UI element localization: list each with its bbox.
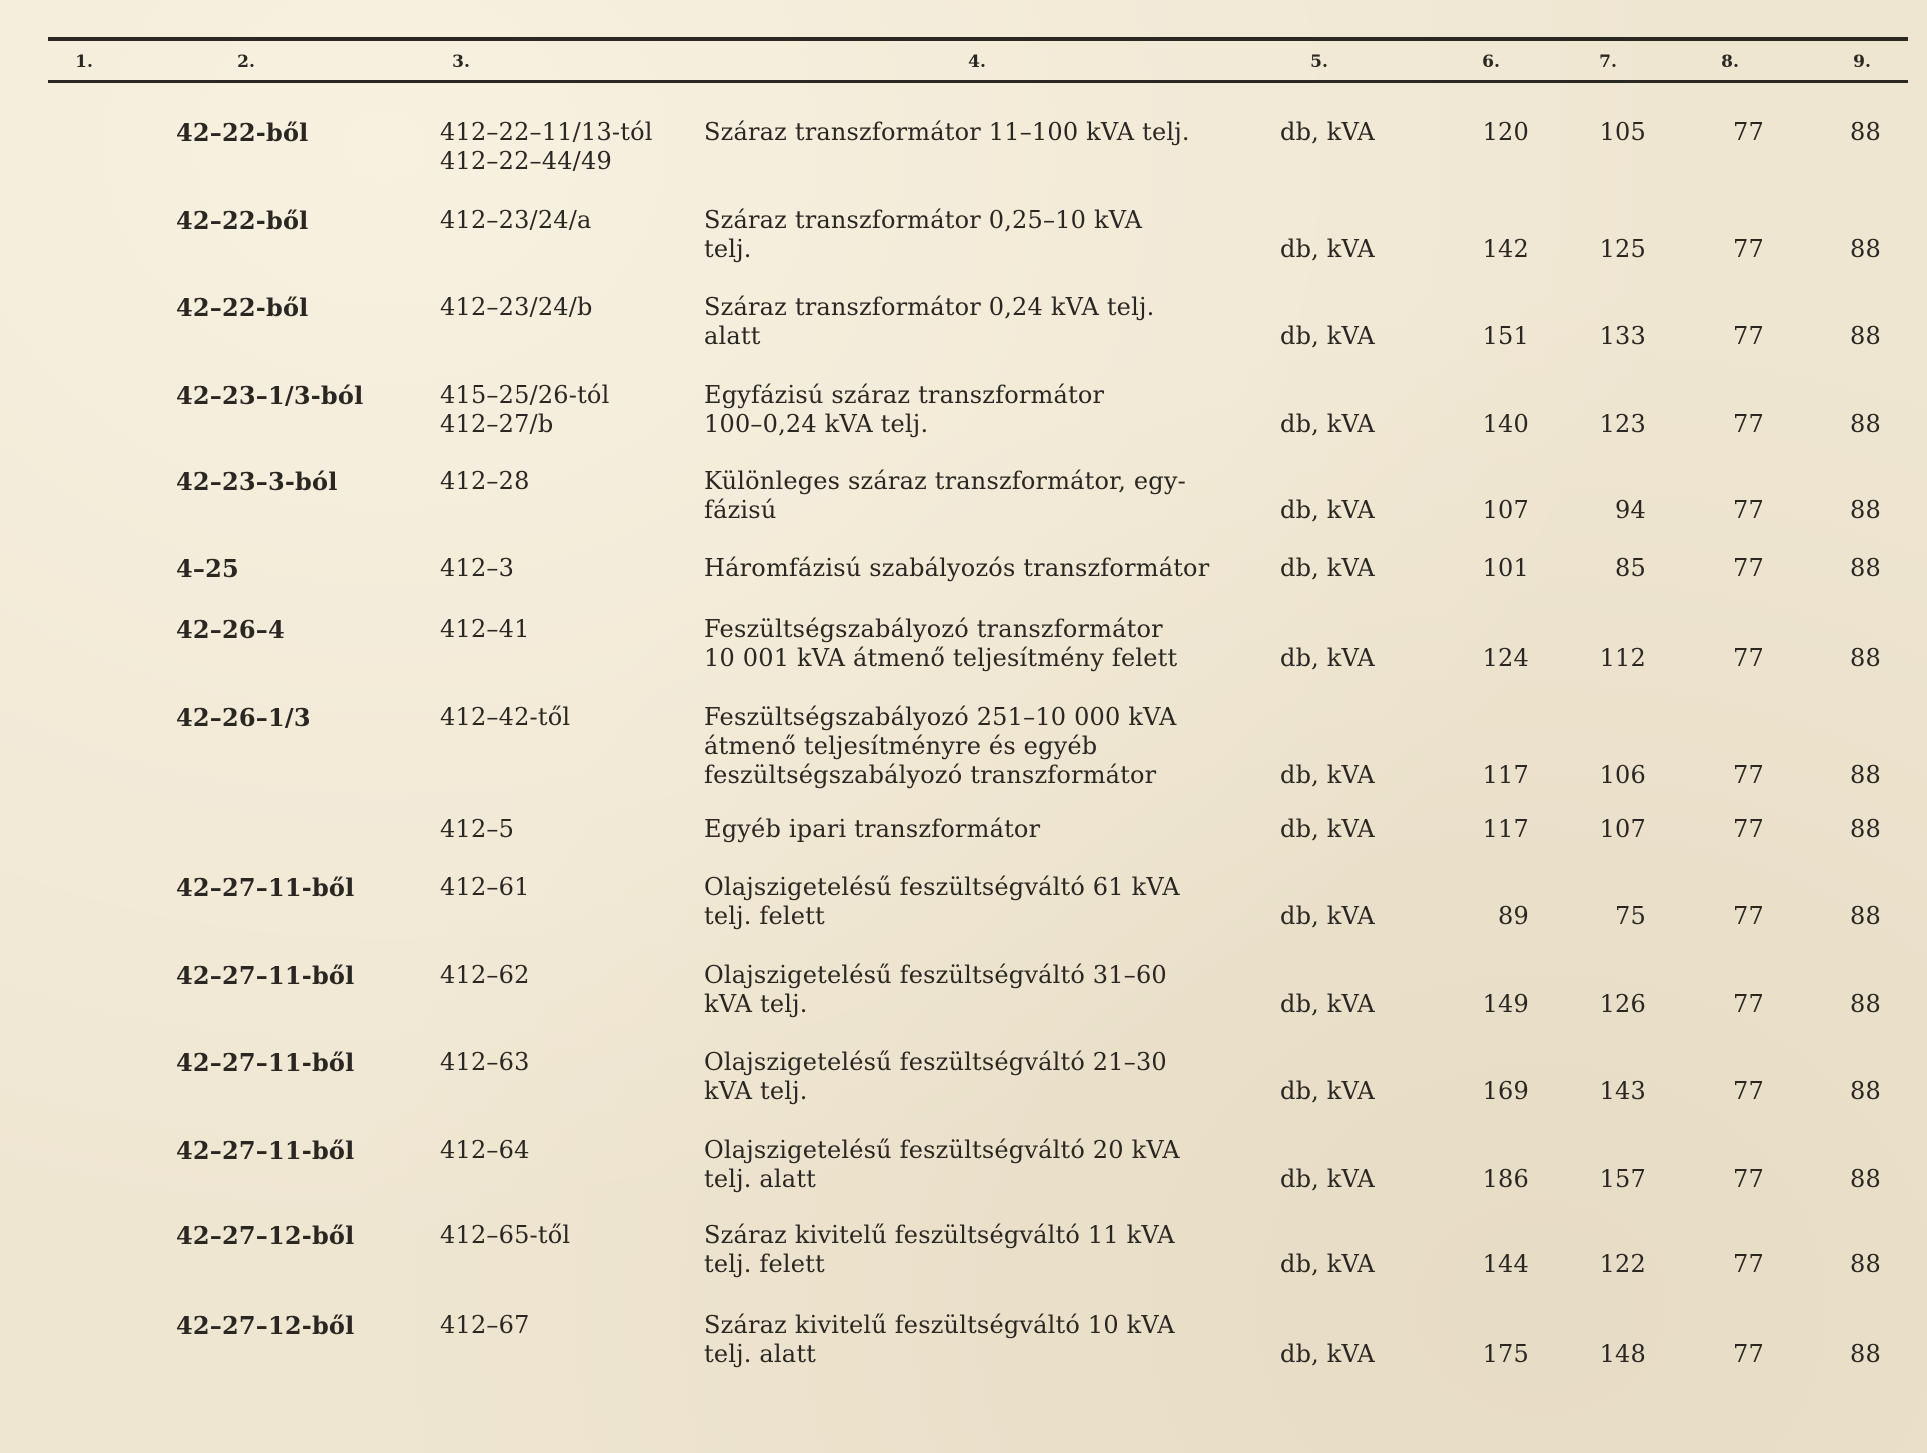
value-col-9: 88 (1850, 496, 1881, 524)
table-row (0, 703, 1927, 789)
item-code: 412–42-től (440, 703, 571, 731)
value-col-9: 88 (1850, 235, 1881, 263)
value-col-8: 77 (1733, 902, 1764, 930)
table-row (0, 381, 1927, 461)
source-code: 42–27–12-ből (176, 1311, 355, 1340)
table-row (0, 1221, 1927, 1301)
item-code: 412–22–11/13-tól (440, 118, 653, 146)
column-header-4: 4. (968, 52, 986, 72)
column-header-1: 1. (75, 52, 93, 72)
item-description: 100–0,24 kVA telj. (704, 410, 929, 438)
item-description: Száraz kivitelű feszültségváltó 10 kVA (704, 1311, 1175, 1339)
table-row (0, 873, 1927, 953)
item-description: Olajszigetelésű feszültségváltó 21–30 (704, 1048, 1167, 1076)
value-col-8: 77 (1733, 118, 1764, 146)
unit: db, kVA (1280, 554, 1375, 582)
value-col-6: 120 (1482, 118, 1529, 146)
value-col-9: 88 (1850, 554, 1881, 582)
item-description: telj. alatt (704, 1165, 817, 1193)
unit: db, kVA (1280, 496, 1375, 524)
item-code: 412–28 (440, 467, 530, 495)
column-header-5: 5. (1310, 52, 1328, 72)
item-description: telj. felett (704, 1250, 825, 1278)
item-description: átmenő teljesítményre és egyéb (704, 732, 1098, 760)
table-row (0, 118, 1927, 198)
item-description: fázisú (704, 496, 777, 524)
unit: db, kVA (1280, 1077, 1375, 1105)
table-row (0, 1136, 1927, 1216)
value-col-9: 88 (1850, 1077, 1881, 1105)
value-col-7: 94 (1615, 496, 1646, 524)
item-description: kVA telj. (704, 990, 808, 1018)
value-col-9: 88 (1850, 990, 1881, 1018)
source-code: 42–27–12-ből (176, 1221, 355, 1250)
column-header-3: 3. (452, 52, 470, 72)
value-col-7: 126 (1599, 990, 1646, 1018)
value-col-7: 122 (1599, 1250, 1646, 1278)
value-col-8: 77 (1733, 554, 1764, 582)
column-header-9: 9. (1853, 52, 1871, 72)
value-col-6: 89 (1498, 902, 1529, 930)
source-code: 42–27–11-ből (176, 873, 355, 902)
table-row (0, 1311, 1927, 1391)
item-code: 412–3 (440, 554, 515, 582)
value-col-9: 88 (1850, 815, 1881, 843)
value-col-8: 77 (1733, 1165, 1764, 1193)
item-code: 412–65-től (440, 1221, 571, 1249)
value-col-6: 107 (1482, 496, 1529, 524)
item-description: Egyfázisú száraz transzformátor (704, 381, 1105, 409)
item-description: Feszültségszabályozó transzformátor (704, 615, 1163, 643)
source-code: 42–27–11-ből (176, 961, 355, 990)
column-header-7: 7. (1599, 52, 1617, 72)
unit: db, kVA (1280, 410, 1375, 438)
value-col-6: 144 (1482, 1250, 1529, 1278)
unit: db, kVA (1280, 118, 1375, 146)
item-description: Olajszigetelésű feszültségváltó 31–60 (704, 961, 1167, 989)
value-col-6: 169 (1482, 1077, 1529, 1105)
source-code: 42–26–1/3 (176, 703, 311, 732)
source-code: 42–27–11-ből (176, 1048, 355, 1077)
item-description: Száraz transzformátor 11–100 kVA telj. (704, 118, 1190, 146)
unit: db, kVA (1280, 1340, 1375, 1368)
value-col-8: 77 (1733, 761, 1764, 789)
value-col-7: 148 (1599, 1340, 1646, 1368)
column-header-8: 8. (1721, 52, 1739, 72)
value-col-9: 88 (1850, 902, 1881, 930)
source-code: 4–25 (176, 554, 239, 583)
item-description: telj. (704, 235, 752, 263)
item-description: kVA telj. (704, 1077, 808, 1105)
value-col-7: 112 (1599, 644, 1646, 672)
value-col-8: 77 (1733, 990, 1764, 1018)
item-description: Száraz transzformátor 0,25–10 kVA (704, 206, 1143, 234)
value-col-6: 124 (1482, 644, 1529, 672)
unit: db, kVA (1280, 990, 1375, 1018)
value-col-6: 175 (1482, 1340, 1529, 1368)
value-col-7: 105 (1599, 118, 1646, 146)
item-description: Háromfázisú szabályozós transzformátor (704, 554, 1210, 582)
value-col-6: 140 (1482, 410, 1529, 438)
value-col-7: 106 (1599, 761, 1646, 789)
value-col-8: 77 (1733, 815, 1764, 843)
item-description: Feszültségszabályozó 251–10 000 kVA (704, 703, 1177, 731)
value-col-6: 186 (1482, 1165, 1529, 1193)
value-col-8: 77 (1733, 1250, 1764, 1278)
source-code: 42–26–4 (176, 615, 285, 644)
item-description: Egyéb ipari transzformátor (704, 815, 1041, 843)
value-col-9: 88 (1850, 118, 1881, 146)
unit: db, kVA (1280, 235, 1375, 263)
item-code: 412–5 (440, 815, 515, 843)
value-col-6: 117 (1482, 815, 1529, 843)
item-code: 412–61 (440, 873, 530, 901)
value-col-6: 101 (1482, 554, 1529, 582)
value-col-7: 157 (1599, 1165, 1646, 1193)
item-description: Száraz kivitelű feszültségváltó 11 kVA (704, 1221, 1175, 1249)
item-description: feszültségszabályozó transzformátor (704, 761, 1157, 789)
source-code: 42–22-ből (176, 293, 309, 322)
value-col-6: 149 (1482, 990, 1529, 1018)
source-code: 42–22-ből (176, 118, 309, 147)
source-code: 42–22-ből (176, 206, 309, 235)
value-col-9: 88 (1850, 1250, 1881, 1278)
value-col-9: 88 (1850, 761, 1881, 789)
table-row (0, 1048, 1927, 1128)
item-description: telj. felett (704, 902, 825, 930)
value-col-7: 133 (1599, 322, 1646, 350)
value-col-6: 142 (1482, 235, 1529, 263)
source-code: 42–27–11-ből (176, 1136, 355, 1165)
item-code: 412–27/b (440, 410, 554, 438)
item-description: Különleges száraz transzformátor, egy- (704, 467, 1186, 495)
value-col-8: 77 (1733, 1340, 1764, 1368)
item-code: 412–22–44/49 (440, 147, 612, 175)
value-col-9: 88 (1850, 1165, 1881, 1193)
header-top-rule (48, 37, 1908, 41)
table-row (0, 961, 1927, 1041)
item-description: Száraz transzformátor 0,24 kVA telj. (704, 293, 1155, 321)
unit: db, kVA (1280, 815, 1375, 843)
item-code: 412–23/24/a (440, 206, 592, 234)
table-row (0, 467, 1927, 547)
source-code: 42–23–1/3-ból (176, 381, 364, 410)
table-row (0, 615, 1927, 695)
value-col-6: 117 (1482, 761, 1529, 789)
value-col-7: 143 (1599, 1077, 1646, 1105)
item-code: 412–41 (440, 615, 530, 643)
item-code: 412–63 (440, 1048, 530, 1076)
value-col-9: 88 (1850, 1340, 1881, 1368)
unit: db, kVA (1280, 644, 1375, 672)
item-description: telj. alatt (704, 1340, 817, 1368)
value-col-8: 77 (1733, 1077, 1764, 1105)
unit: db, kVA (1280, 902, 1375, 930)
value-col-7: 107 (1599, 815, 1646, 843)
item-description: Olajszigetelésű feszültségváltó 20 kVA (704, 1136, 1180, 1164)
value-col-8: 77 (1733, 410, 1764, 438)
unit: db, kVA (1280, 322, 1375, 350)
value-col-7: 123 (1599, 410, 1646, 438)
column-header-2: 2. (237, 52, 255, 72)
item-description: Olajszigetelésű feszültségváltó 61 kVA (704, 873, 1180, 901)
unit: db, kVA (1280, 761, 1375, 789)
value-col-6: 151 (1482, 322, 1529, 350)
value-col-8: 77 (1733, 644, 1764, 672)
value-col-7: 125 (1599, 235, 1646, 263)
value-col-8: 77 (1733, 235, 1764, 263)
value-col-8: 77 (1733, 322, 1764, 350)
item-code: 412–67 (440, 1311, 530, 1339)
item-code: 412–62 (440, 961, 530, 989)
table-row (0, 206, 1927, 286)
source-code: 42–23–3-ból (176, 467, 338, 496)
value-col-9: 88 (1850, 322, 1881, 350)
value-col-7: 75 (1615, 902, 1646, 930)
item-description: alatt (704, 322, 761, 350)
value-col-9: 88 (1850, 644, 1881, 672)
column-header-6: 6. (1482, 52, 1500, 72)
item-code: 412–23/24/b (440, 293, 593, 321)
unit: db, kVA (1280, 1250, 1375, 1278)
value-col-7: 85 (1615, 554, 1646, 582)
item-code: 412–64 (440, 1136, 530, 1164)
item-description: 10 001 kVA átmenő teljesítmény felett (704, 644, 1178, 672)
value-col-9: 88 (1850, 410, 1881, 438)
value-col-8: 77 (1733, 496, 1764, 524)
header-bottom-rule (48, 80, 1908, 83)
unit: db, kVA (1280, 1165, 1375, 1193)
table-row (0, 293, 1927, 373)
item-code: 415–25/26-tól (440, 381, 610, 409)
